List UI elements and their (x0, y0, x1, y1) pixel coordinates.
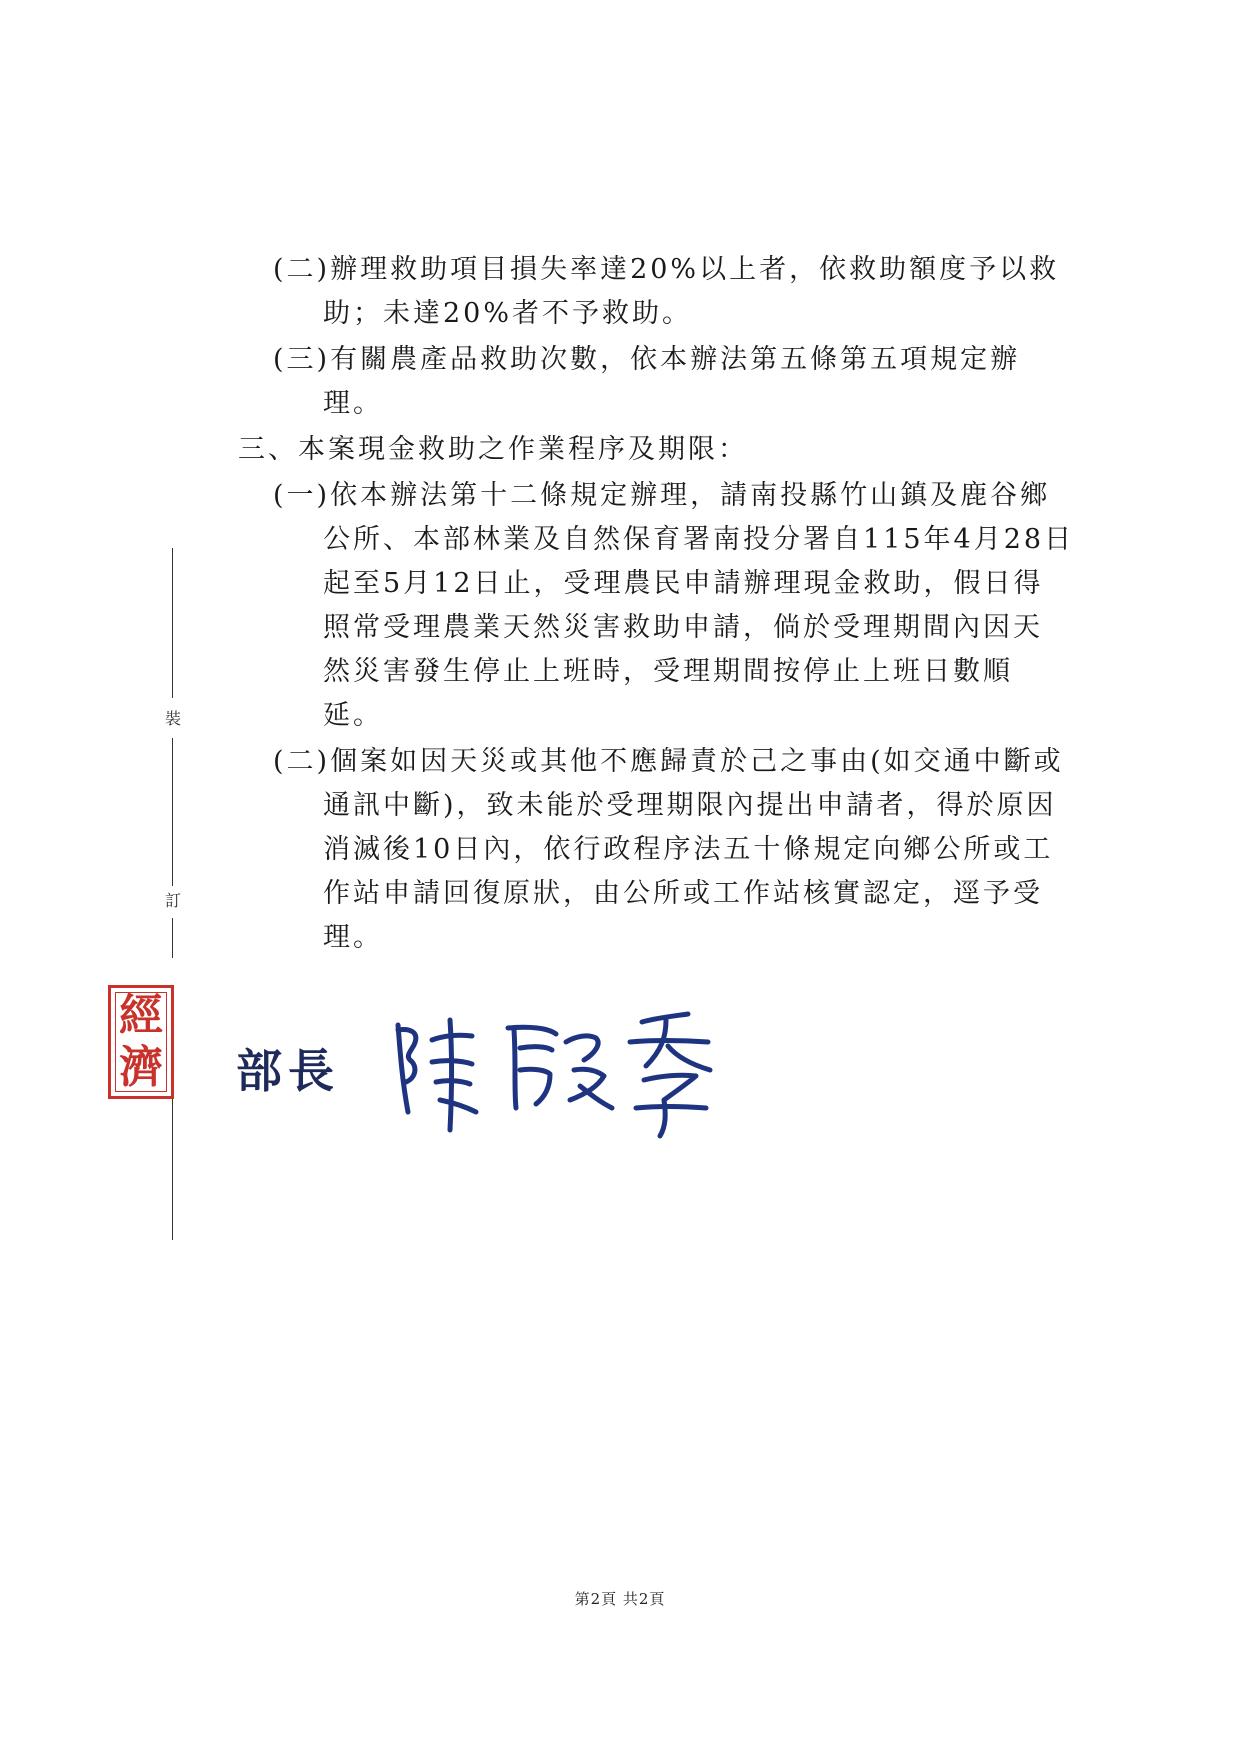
handwritten-signature (380, 990, 730, 1140)
section-3-heading (230, 428, 1050, 472)
item-text: 消滅後10日內，依行政程序法五十條規定向鄉公所或工 (323, 834, 1054, 865)
minister-title: 部長 (236, 1044, 340, 1098)
section-marker: 三、 (238, 434, 298, 465)
item-text: 延。 (323, 700, 383, 731)
item-text: 理。 (323, 922, 383, 953)
text-line (230, 872, 1050, 916)
seal-char: 經 (119, 990, 163, 1041)
item-text: 辦理救助項目損失率達20%以上者，依救助額度予以救 (330, 254, 1060, 285)
item-text: 作站申請回復原狀，由公所或工作站核實認定，逕予受 (323, 878, 1043, 909)
text-line (230, 338, 1050, 382)
sub-item-2-3 (230, 338, 1050, 426)
text-line (230, 382, 1050, 426)
text-line (230, 694, 1050, 738)
item-marker: (一) (273, 480, 331, 511)
item-text: 依本辦法第十二條規定辦理，請南投縣竹山鎮及鹿谷鄉 (330, 480, 1051, 511)
item-text: 然災害發生停止上班時，受理期間按停止上班日數順 (323, 656, 1013, 687)
text-line (230, 428, 1050, 472)
item-marker: (二) (273, 254, 331, 285)
text-line (230, 606, 1050, 650)
text-line (230, 292, 1050, 336)
item-text: 有關農產品救助次數，依本辦法第五條第五項規定辦 (330, 344, 1021, 375)
item-text: 個案如因天災或其他不應歸責於己之事由(如交通中斷或 (330, 746, 1064, 777)
seal-char: 濟 (119, 1042, 163, 1093)
item-text: 理。 (323, 388, 383, 419)
document-body (230, 248, 1075, 962)
text-line (230, 740, 1064, 784)
binding-mark-ding: 訂 (164, 891, 181, 910)
item-text: 起至5月12日止，受理農民申請辦理現金救助，假日得 (323, 568, 1044, 599)
item-marker: (三) (273, 344, 331, 375)
item-text: 通訊中斷)，致未能於受理期限內提出申請者，得於原因 (323, 790, 1057, 821)
text-line (230, 562, 1050, 606)
item-text: 助；未達20%者不予救助。 (323, 298, 693, 329)
text-line (230, 650, 1050, 694)
binding-line (172, 738, 173, 886)
binding-line (172, 548, 173, 698)
binding-line (172, 918, 173, 958)
sub-item-2-2 (230, 248, 1060, 336)
item-marker: (二) (273, 746, 331, 777)
text-line (230, 248, 1060, 292)
text-line (230, 828, 1054, 872)
binding-mark-zhuang: 裝 (164, 709, 181, 728)
official-seal (108, 985, 174, 1099)
section-heading: 本案現金救助之作業程序及期限： (298, 434, 748, 465)
text-line (230, 518, 1075, 562)
text-line (230, 916, 1050, 960)
sub-item-3-2 (230, 740, 1064, 960)
binding-line (172, 1098, 173, 1240)
item-text: 公所、本部林業及自然保育署南投分署自115年4月28日 (323, 524, 1075, 555)
page-footer: 第2頁 共2頁 (574, 1590, 666, 1608)
text-line (230, 784, 1057, 828)
item-text: 照常受理農業天然災害救助申請，倘於受理期間內因天 (323, 612, 1043, 643)
sub-item-3-1 (230, 474, 1075, 738)
text-line (230, 474, 1050, 518)
